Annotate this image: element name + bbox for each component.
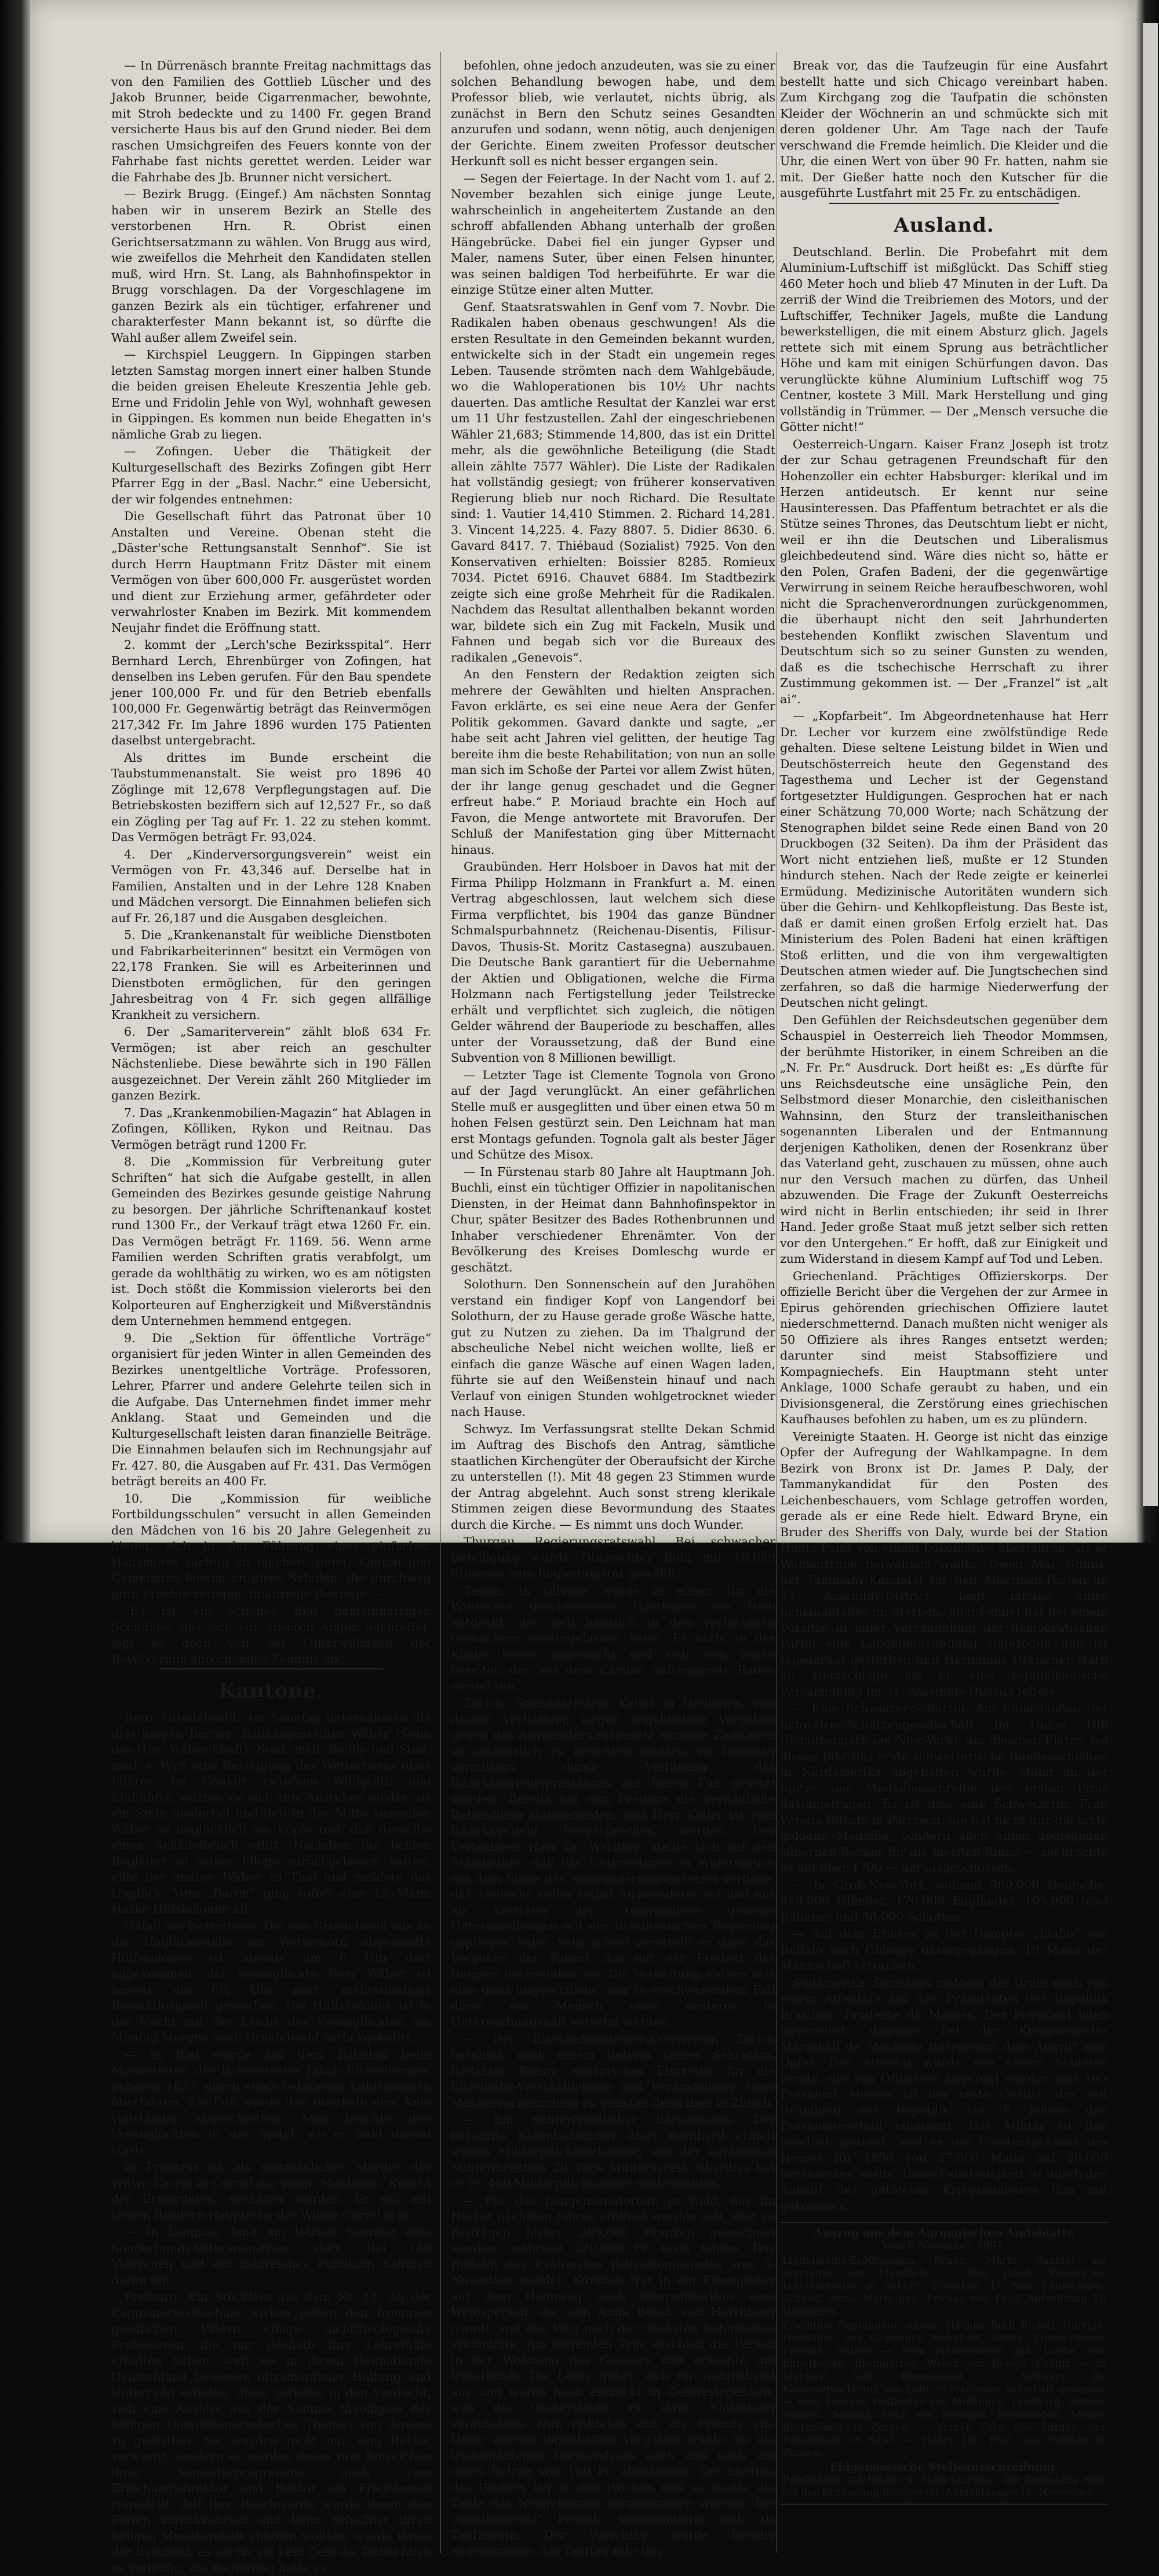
article-paragraph: — Für das Lungensanatorium in Wald, das im Herbst nächsten Jahres eröffnet werden soll, sind an Beiträgen bisher 289,000 Franken gezeichnet worden, während 220,000 Fr. noch fehlen. Das Bulletin des kantonalen Polizeikommandos vom 5. November meldet: Kürzlich trat in ein Eisengießer auf dem Heimweg nach Oberwinterthur eine Weibsperson, die sich Anna Büsch von Herrliberg nannte und den Weg nach der nächsten Bahnstation erkundigte. Am folgenden Tage erschien die Person in der Wohnung des Giessers und ersuchte um Unterkunft. Die Leute gaben sich für wohlhabend aus und waren hoch entzückt in Geldverlegenheit, was die Gießersleute zu ihrer Entlastung veranlaßten. Nun richteten sich die Fremde ein. Unter allerlei lügenhaften Vorgaben wußte sie die leichtgläubigen Giessersleute nach und nach um einen Betrag von 160 Fr. abzulocken. Die Ehefrau des Gießers lag in den Wochen und so mußte die Taufe des Neugebornen vorgenommen werden. Die „wohlhabende“ Fremde kommandierte sich als Taufzeugin. Der Vorschlag wurde freudig angenommen. Am Tauftag fuhr das xyxy=(451,2193,775,2558)
amtsblatt-date: Vom 6 November 1897. xyxy=(881,2239,1007,2252)
article-paragraph: „Es ist ein schönes Bild gemeinnützigen Schaffens, das sich vor unseren Augen ausbreitet, legt es doch von der Opferwilligkeit der Bevölkerung sprechendes Zeugnis ab.“ xyxy=(111,1604,431,1666)
article-paragraph: — Ein militärfeindlicher Börsenmann. Der bekannte Ratenlosbändler Alois Bernhard erhielt wegen Militärpflichtverletzung von der kantonalen Militärdirektion 20 Tage Militärarrest; überdies hat er Fr. 460 Militärpflichtsteuer nachzuzahlen. xyxy=(451,2113,775,2190)
article-paragraph: — Letzter Tage ist Clemente Tognola von Grono auf der Jagd verunglückt. An einer gefährlichen Stelle muß er ausgeglitten und über einen etwa 50 m hohen Felsen gestürzt sein. Den Leichnam hat man erst Montags gefunden. Tognola galt als bester Jäger und Schütze des Misox. xyxy=(451,1068,775,1161)
column-1-bottom xyxy=(111,1710,431,2576)
article-paragraph: Schwyz. Im Verfassungsrat stellte Dekan Schmid im Auftrag des Bischofs den Antrag, sämtliche staatlichen Kirchengüter der Oberaufsicht der Kirche zu unterstellen (!). Mit 48 gegen 23 Stimmen wurde der Antrag abgelehnt. Auch sonst streng klerikale Stimmen zeigen diese Bevormundung des Staates durch die Kirche. — Es nimmt uns doch Wunder. xyxy=(451,1422,775,1532)
article-paragraph: 8. Die „Kommission für Verbreitung guter Schriften“ hat sich die Aufgabe gestellt, in allen Gemeinden des Bezirkes gesunde geistige Nahrung zu besorgen. Der jährliche Schriftenankauf kostet rund 1300 Fr., der Verkauf trägt etwa 1260 Fr. ein. Das Vermögen beträgt Fr. 1169. 56. Wenn arme Familien werden Schriften gratis verabfolgt, um gerade da wohlthätig zu wirken, wo es am nötigsten ist. Doch stößt die Kommission vielerorts bei den Kolporteuren auf Engherzigkeit und Mißverständnis dem Unternehmen hemmend entgegen. xyxy=(111,1154,431,1328)
article-paragraph: — Der Eisenbahnarbeiter-Kreisverein Zürich beschloß nach einem Referat seines Sekretärs, Redaktor Bohny, energisches Eintreten für die Eisenbahn-Verstaatlichung und Veranstaltung einer Massenversammlung zu gunsten derselben in Zürich. xyxy=(451,2031,775,2110)
article-paragraph: 4. Der „Kinderversorgungsverein“ weist ein Vermögen von Fr. 43,346 auf. Derselbe hat in Familien, Anstalten und in der Lehre 128 Knaben und Mädchen versorgt. Die Einnahmen beliefen sich auf Fr. 26,187 und die Ausgaben desgleichen. xyxy=(111,847,431,925)
section-title-ausland: Ausland. xyxy=(894,213,994,237)
article-paragraph: Solothurn. Den Sonnenschein auf den Jurahöhen verstand ein findiger Kopf von Langendorf bei Solothurn, der zu Hause gerade große Wäsche hatte, gut zu Nutzen zu ziehen. Da im Thalgrund der abscheuliche Nebel nicht weichen wollte, ließ er einfach die ganze Wäsche auf einen Wagen laden, führte sie auf den Weißenstein hinauf und nach Verlauf von einigen Stunden wohlgetrocknet wieder nach Hause. xyxy=(451,1277,775,1419)
article-paragraph: Oesterreich-Ungarn. Kaiser Franz Joseph ist trotz der zur Schau getragenen Freundschaft für den Hohenzoller ein echter Habsburger: klerikal und im Herzen antideutsch. Er kennt nur seine Hausinteressen. Das Pfaffentum betrachtet er als die Stütze seines Thrones, das Deutschtum liebt er nicht, weil er ihn die Deutschen und Liberalismus gleichbedeutend sind. Wäre dies nicht so, hätte er den Polen, Grafen Badeni, der die gegenwärtige Verwirrung in seinem Reiche heraufbeschworen, wohl nicht die Sprachenverordnungen zurückgenommen, die überhaupt nicht den seit Jahrhunderten bestehenden Konflikt zwischen Slaventum und Deutschtum sich so zu seiner Gunsten zu wenden, daß es die tschechische Herrschaft zu ihrer Zustimmung gekommen ist. — Der „Franzel“ ist „alt ai“. xyxy=(780,437,1108,706)
article-paragraph: Liquidations-Eröffnungen. Brugg. Märki, Samuel als Ammanns von Mandach. — Ney, Jakob, Friedrichs, Fabrikarbeiter in Scherz. Eingaben 17 Nov. Laufenburg. Schmid, Anna Maria geb. Fricker von Frick Anfechtung 18 November. xyxy=(782,2255,1106,2318)
article-paragraph: 10. Die „Kommission für weibliche Fortbildungsschulen“ versucht in allen Gemeinden den Mädchen von 16 bis 20 Jahre Gelegenheit zu bieten, sich in der Führung eines einfachen Haushaltes tüchtig zu machen. Bund, Kanton und Gemeinden leisten an diese Schulen, die durchweg gute Früchte zeitigen, finanzielle Beiträge. — xyxy=(111,1491,431,1601)
article-paragraph: 5. Die „Krankenanstalt für weibliche Dienstboten und Fabrikarbeiterinnen“ besitzt ein Vermögen von 22,178 Franken. Sie will es Arbeiterinnen und Dienstboten ermöglichen, für den geringen Jahresbeitrag von 4 Fr. sich gegen allfällige Krankheit zu versichern. xyxy=(111,928,431,1022)
article-paragraph: — In Groß-New-York wohnen 900,000 Deutsche, 850,000 Irländer, 170,000 Engländer, 105,000 (ca.) Italiener und 50,000 Schotten. xyxy=(780,1877,1108,1924)
section-title-kantone: Kantone. xyxy=(218,1679,324,1702)
article-paragraph: — Eine Schweizer-Schützin. Am Endschießen der Schweizer-Schützengesellschaft im Union Hill (Schützenpark bei New-York), am gleichen Platze, wo dieses Jahr das erste schweizerische Bundesschießen in Nordamerika abgehalten wurde, stand an der Spitze der Medaillenschreibe des ersten Preis davongetragen. Es ist dies eine Schweizerin, Frau Verena Ritschi in Paterson. Sie hat nicht nur die erste goldene Medaille, sondern auch einen gediegenen silbernen Becher für die meisten Ringe — sie brachte es auf über 1700 — herausgeschossen. xyxy=(780,1701,1108,1875)
section-rule xyxy=(829,203,1059,204)
article-paragraph: Die Gesellschaft führt das Patronat über 10 Anstalten und Vereine. Obenan steht die „Däster'sche Rettungsanstalt Sennhof“. Sie ist durch Herrn Hauptmann Fritz Däster mit einem Vermögen von über 600,000 Fr. ausgerüstet worden und dient zur Erziehung armer, gefährdeter oder verwahrloster Knaben im Bezirk. Mit kommendem Neujahr findet die Eröffnung statt. xyxy=(111,509,431,635)
article-paragraph: — Segen der Feiertage. In der Nacht vom 1. auf 2. November bezahlen sich einige junge Leute, wahrscheinlich in angeheitertem Zustande an den schroff abfallenden Abhang unterhalb der großen Hängebrücke. Dabei fiel ein junger Gypser und Maler, namens Suter, über einen Felsen hinunter, was seinen baldigen Tod herbeiführte. Er war die einzige Stütze einer alten Mutter. xyxy=(451,171,775,297)
article-paragraph: Genf. Staatsratswahlen in Genf vom 7. Novbr. Die Radikalen haben obenaus geschwungen! Als die ersten Resultate in den Gemeinden bekannt wurden, entwickelte sich in der Stadt ein ungemein reges Leben. Tausende strömten nach dem Wahlgebäude, wo die Wahloperationen bis 10½ Uhr nachts dauerten. Das amtliche Resultat der Kanzlei war erst um 11 Uhr festzustellen. Zahl der eingeschriebenen Wähler 21,683; Stimmende 14,800, das ist ein Drittel mehr, als die gewöhnliche Beteiligung (die Stadt allein zählte 7577 Wähler). Die Liste der Radikalen hat vollständig gesiegt; von früherer konservativen Regierung blieb nur noch Richard. Die Resultate sind: 1. Vautier 14,410 Stimmen. 2. Richard 14,281. 3. Vincent 14,225. 4. Fazy 8807. 5. Didier 8630. 6. Gavard 8417. 7. Thiébaud (Sozialist) 7925. Von den Konservativen erhielten: Boissier 8285. Romieux 7034. Pictet 6916. Chauvet 6884. Im Stadtbezirk zeigte sich eine große Mehrheit für die Radikalen. Nachdem das Resultat allenthalben bekannt worden war, bildete sich ein Zug mit Fackeln, Musik und Fahnen und begab sich vor die Bureaux des radikalen „Genevois“. xyxy=(451,299,775,664)
article-paragraph: Deutschland. Berlin. Die Probefahrt mit dem Aluminium-Luftschiff ist mißglückt. Das Schiff stieg 460 Meter hoch und blieb 47 Minuten in der Luft. Da zerriß der Wind die Treibriemen des Motors, und der Luftschiffer, Techniker Jagels, mußte die Landung bewerkstelligen, die mit einem Absturz glich. Jagels rettete sich mit einem Sprung aus beträchtlicher Höhe und kam mit einigen Schürfungen davon. Das verunglückte kühne Aluminium Luftschiff wog 75 Centner, kostete 3 Mill. Mark Herstellung und ging vollständig in Trümmer. — Der „Mensch versuche die Götter nicht!“ xyxy=(780,244,1108,434)
article-paragraph: — Kirchspiel Leuggern. In Gippingen starben letzten Samstag morgen innert einer halben Stunde die beiden greisen Eheleute Kreszentia Jehle geb. Erne und Fridolin Jehle von Wyl, wohnhaft gewesen in Gippingen. Es kommen nun beide Ehegatten in's nämliche Grab zu liegen. xyxy=(111,348,431,441)
amtsblatt-title: Auszug aus dem Aargauischen Amtsblatte xyxy=(814,2227,1074,2239)
column-2-body xyxy=(451,58,775,2559)
column-3 xyxy=(780,58,1108,2553)
amtsblatt-box xyxy=(780,2222,1108,2505)
article-paragraph: — In Biel wurde auf dem Bahnhof beim Manövrieren der Bahnarbeiter Jakob Eichenberger, geboren 1827, durch einen beladenen Kohlenwagen überfahren. Ein Fuß wurde ihm oberhalb dem Knie vollständig abgeschnitten. Man brachte den Verunglückten in das Spital, wo er bald darauf starb. xyxy=(111,2047,431,2157)
article-paragraph: Bern. Grindelwald. Am Sonntag unternahmen die drei jungen Berner: Bankangestellter Wäber (Sohn des Hrn. Wäber-Lindt), Stud. med. Biehly und Stud. med. v. Wyß eine Besteigung des Wetterhorns ohne Führer. Im Couloir zwischen Wildgrätli und Klubhütte, setzten sie sich zum Ausruhen nieder, als ein Stein niederfiel und den in der Mitte sitzenden Wäber so unglücklich am Kopfe traf, daß derselbe einen Schädelbruch erlitt. Nachdem die beiden Begleiter zu seiner Pflege zurückgelassen hatten, eilte der andere Wäber zu Thal und meldete das Unglück. Vom „Bären“ ging sofort eine 12 Mann starke Hilfskolonne ab. xyxy=(111,1711,431,1916)
article-paragraph: In Pruntrut ist als mutmaßlicher Mörder der Witwe Carrel in Cornol der junge Montavon, Knecht der Ermordeten, verhaftet worden. Er soll mit seinen Brüdern Haupterbe der Witwe Carrel sein. xyxy=(111,2160,431,2222)
article-paragraph: Tessin. In Olivone wurde in einem für die Winterzeit geschlossenen Gasthause ein Dieb entdeckt, der sich häuslich in den verlassenen Gemächern niedergelassen hatte. Er hatte in der Küche Feuer angemacht und sich sein Essen bereitet; der aus dem Kamine aufsteigende Rauch verriet ihn. xyxy=(451,1583,775,1693)
article-paragraph: Briefträger und Packer in Stein (Aargau). Die Besoldung wird bei der Ernennung festgesetzt. Anmeldungen 16. November. xyxy=(782,2474,1106,2498)
article-paragraph: Freiburg. Ein Stücklein aus dem Nr. 13. An der Kapuzinerhochschule wirken neben den frommen geistlichen Vätern einige nichttheologische Professoren, die nur deshalb ihre Lehrstühle erhalten haben, weil sie in ihrem Heimatlande Deutschland bewiesen ultramontaner Haltung und Unterricht erteilen; diese gerieten in den Verdacht, sich eine Auslese aus der Summa theologiae des heiligen Dominikanermönches Thomas von Aquino zu gestatten. Sie wurden nicht nur vom Rektor verwarnt, sondern es wurden ihnen zum Einreichen ihrer Semesterprogramme auch vom Erziehungsdirektor und Rektor ein Fragebogen zugestellt. Auf ihre Beschwerde wurde ihnen den Ferien zurückkehrten und beim Schaffner ihren fälligen Monatsgehalt abholen wollten, wurde ihnen der Bescheid, es sei für sie kein Geld da. Dabei blieb es vorläufig, die Regierung hatte es xyxy=(111,2290,431,2575)
article-paragraph: befohlen, ohne jedoch anzudeuten, was sie zu einer solchen Behandlung bewogen habe, und dem Professor blieb, wie verlautet, nichts übrig, als zunächst in Bern den Schutz seines Gesandten anzurufen und sodann, wenn nötig, auch denjenigen der Gerichte. Einem zweiten Professor deutscher Herkunft soll es nicht besser ergangen sein. xyxy=(451,59,775,168)
article-paragraph: 7. Das „Krankenmobilien-Magazin“ hat Ablagen in Zofingen, Kölliken, Rykon und Reitnau. Das Vermögen beträgt rund 1200 Fr. xyxy=(111,1105,431,1152)
next-page-edge xyxy=(1136,0,1159,1543)
article-paragraph: 6. Der „Samariterverein“ zählt bloß 634 Fr. Vermögen; ist aber reich an geschulter Nächstenliebe. Diese bewährte sich in 190 Fällen ausgezeichnet. Der Verein zählt 260 Mitglieder im ganzen Bezirk. xyxy=(111,1025,431,1102)
column-1-top xyxy=(111,58,431,1667)
amtsblatt-body xyxy=(782,2255,1106,2460)
article-paragraph: 2. kommt der „Lerch'sche Bezirksspital“. Herr Bernhard Lerch, Ehrenbürger von Zofingen, hat denselben ins Leben gerufen. Für den Bau spendete jener 100,000 Fr. und für den Betrieb ebenfalls 100,000 Fr. Gegenwärtig beträgt das Reinvermögen 217,342 Fr. Im Jahre 1896 wurden 175 Patienten daselbst untergebracht. xyxy=(111,638,431,747)
article-paragraph: An den Fenstern der Redaktion zeigten sich mehrere der Gewählten und hielten Ansprachen. Favon erklärte, es sei eine neue Aera der Genfer Politik gekommen. Gavard dankte und sagte, „er habe seit acht Jahren viel gelitten, der heutige Tag bereite ihm die beste Rehabilitation; von nun an solle man sich im Schoße der Partei vor allem Zwist hüten, der ihr lange genug geschadet und die Gegner erfreut habe.“ P. Moriaud brachte ein Hoch auf Favon, die Menge antwortete mit Bravorufen. Der Schluß der Manifestation ging über Mitternacht hinaus. xyxy=(451,667,775,857)
article-paragraph: Fruchtlos Gepfändete. Aarau. Hächler-Roth Rudolf, Dürrigs, Posthalter, von Gränichen wohnhaft. Baden. Zimmermann, Fridolin, Hafner. — Frau Zimmermann geb. Laube, von Ennetbaden. Bremgarten. Weber von Boswil. Castor. — in Muntwyl, Gde. Birmenstorf. — Schwarz, Jb. Kartonagearbeiter, von Lahr, in Mellingen wohnhaft gewesen. — Frey Edmund Posthalter von Mellingen. Lenzburg. Berner, Samuel. Samuel, Sohn von Seengen. Rheinfelden. Meinle Bartholomä, in Zuzgen. — Vernet, Otto, von Zuzgen, der Polizeimann in Basel. — Häfler, Joh. Paul, von Hellikon in Zuzgen. xyxy=(782,2320,1106,2459)
article-paragraph: 9. Die „Sektion für öffentliche Vorträge“ organisiert für jeden Winter in allen Gemeinden des Bezirkes unentgeltliche Vorträge. Professoren, Lehrer, Pfarrer und andere Gelehrte teilen sich in die Aufgabe. Das Unternehmen findet immer mehr Anklang. Staat und Gemeinden und die Kulturgesellschaft leisten daran finanzielle Beiträge. Die Einnahmen belaufen sich im Rechnungsjahr auf Fr. 427. 80, die Ausgaben auf Fr. 431. Das Vermögen beträgt bereits an 400 Fr. xyxy=(111,1331,431,1488)
article-paragraph: — Zofingen. Ueber die Thätigkeit der Kulturgesellschaft des Bezirks Zofingen gibt Herr Pfarrer Egg in der „Basl. Nachr.“ eine Uebersicht, der wir folgendes entnehmen: xyxy=(111,444,431,506)
article-paragraph: — Bezirk Brugg. (Eingef.) Am nächsten Sonntag haben wir in unserem Bezirk an Stelle des verstorbenen Hrn. R. Obrist einen Gerichtsersatzmann zu wählen. Von Brugg aus wird, wie zweifellos die Mehrheit den Kandidaten stellen muß, wird Hrn. St. Lang, als Bahnhofinspektor in Brugg vorschlagen. Da der Vorgeschlagene im ganzen Bezirk als ein tüchtiger, erfahrener und charakterfester Mann bekannt ist, so dürfte die Wahl außer allem Zweifel sein. xyxy=(111,187,431,345)
stelle-body xyxy=(782,2473,1106,2499)
article-paragraph: Griechenland. Prächtiges Offizierskorps. Der offizielle Bericht über die Vergehen der zur Armee in Epirus gehörenden griechischen Offiziere lautet niederschmetternd. Danach mußten nicht weniger als 50 Offiziere als ihres Ranges entsetzt werden; darunter sind meist Stabsoffiziere und Kompagniechefs. Ein Hauptmann steht unter Anklage, 1000 Schafe geraubt zu haben, und ein Divisionsgeneral, die Zerstörung eines griechischen Kaufhauses befohlen zu haben, um es zu plündern. xyxy=(780,1269,1108,1426)
article-paragraph: Break vor, das die Taufzeugin für eine Ausfahrt bestellt hatte und sich Chicago vereinbart haben. Zum Kirchgang zog die Taufpatin die schönsten Kleider der Wöchnerin an und schmückte sich mit deren goldener Uhr. Am Tage nach der Taufe verschwand die Fremde heimlich. Die Kleider und die Uhr, die einen Wert von über 90 Fr. hatten, nahm sie mit. Der Gießer hatte noch den Kutscher für die ausgeführte Lustfahrt mit 25 Fr. zu entschädigen. xyxy=(780,59,1108,200)
article-paragraph: Südamerika. Samstags meldete der Draht noch von einem Attentate auf den Präsidenten der Republik Brasilien, Prudente de Moraes. Der Präsident blieb unversehrt; dagegen fiel der Kriegsminister Marschall de Machado Bittencourt dem Angriff zum Opfer. Das Attentat wurde von einem Soldaten verübt, der von Offizieren angeregt worden war. Der Präsident Moraes ist der erste Civilist, der seit Gründung der Republik vor 8 Jahren den Präsidentenstuhl einnimmt. Das Militär ist ihm feindlich gesinnt, weil er die Friedenspräsenz des Heeres für 1898 von 27,000 Mann auf 20,000 herabsetzen wollte. Diese Feindseligkeit ist durch den Ankauf des getöteten Kriegsministers ihm mit gekommen. xyxy=(780,1975,1108,2213)
article-paragraph: — In Langnau fand am letzten Sonntag eine Sonderbunds-Veteranen-Feier statt. Bei 150 Veteranen und ein zahlreiches Publikum nahmen daran teil. xyxy=(111,2225,431,2287)
article-paragraph: — In Dürrenäsch brannte Freitag nachmittags das von den Familien des Gottlieb Lüscher und des Jakob Brunner, beide Cigarrenmacher, bewohnte, mit Stroh bedeckte und zu 1400 Fr. gegen Brand versicherte Haus bis auf den Grund nieder. Bei dem raschen Umsichgreifen des Feuers konnte von der Fahrhabe fast nichts gerettet werden. Leider war die Fahrhabe des Jb. Brunner nicht versichert. xyxy=(111,59,431,184)
article-paragraph: — „Kopfarbeit“. Im Abgeordnetenhause hat Herr Dr. Lecher vor kurzem eine zwölfstündige Rede gehalten. Diese seltene Leistung bildet in Wien und Deutschösterreich heute den Gegenstand des Tagesthema und Lecher ist der Gegenstand fortgesetzter Huldigungen. Gesprochen hat er nach einer Schätzung 70,000 Worte; nach Schätzung der Stenographen bildet seine Rede einen Band von 20 Druckbogen (32 Seiten). Da ihm der Präsident das Wort nicht entziehen ließ, mußte er 12 Stunden hindurch stehen. Nach der Rede zeigte er keinerlei Ermüdung. Medizinische Autoritäten wundern sich über die Gehirn- und Kehlkopfleistung. Das Beste ist, daß er damit einen großen Erfolg erzielt hat. Das Ministerium des Polen Badeni hat einen kräftigen Stoß erlitten, und die von ihm vergewaltigten Deutschen atmen wieder auf. Die Jungtschechen sind zerfahren, so daß die harmige Niederwerfung der Deutschen nicht gelingt. xyxy=(780,709,1108,1010)
article-paragraph: Zürich. Sekundarlehrer Keller in Hedingen, von dessen Verhaftung wegen angeblichem Vergehen gegen das Auswanderungsgesetz einzelne Zeitungen so ausführlich zu berichten wußten, ist Dienstag vormittags durch Verfügung des Bezirksgerichtspräsidiums auf freien Fuß gesetzt worden. Bereits hat nun Freitags die gerichtliche Behandlung stattgefunden, und Herr Keller ist vom Bezirksgericht freigesprochen worden. Der Verteidiger, Herr Dr. Weisflog, stellte sich auf den Standpunkt, daß das Unternehmen in Widerspruch mit dem Sinne des Auswanderungsgesetzes vorliege, daß vielmehr Keller selbst Auswanderer sei und nur als Vertreter der Auswanderer gewisse Unterhandlungen mit der brasilianischen Regierung gepflogen habe. Sehr scharf verurteilt er dann das Vorgehen der Polizei, das mit der Freiheit des Bürgers unvereinbar sei. Die Verhaftung Kellers war eine ganz ungesetzliche; nur in erschwerendem Fall dürfe ein Mensch ohne weiteres in Untersuchungshaft versetzt werden. xyxy=(451,1696,775,2029)
column-3-top xyxy=(780,58,1108,202)
binding-spine xyxy=(0,0,30,1543)
column-rule-1 xyxy=(440,52,441,2553)
next-page-strip xyxy=(1143,23,1158,1506)
section-rule xyxy=(159,1668,383,1669)
article-paragraph: Unfall am Wetterhorn. Die von Grindelwald aus an die Unglücksstelle am Wetterhorn abgesandte Hülfskolonne ist abends um 6 Uhr dort angekommen; der verunglückte Herr Wäber ist bereits um 6½ Uhr nach mehrstündiger Bewußtlosigkeit gestorben. Die Hülfskolonne ist in der Nacht mit der Leiche des Verunglückten am Montag Morgen nach Grindelwald zurückgekehrt. xyxy=(111,1919,431,2044)
article-paragraph: — In Fürstenau starb 80 Jahre alt Hauptmann Joh. Buchli, einst ein tüchtiger Offizier in napolitanischen Diensten, in der Heimat dann Bahnhofinspektor in Chur, später Besitzer des Bades Rothenbrunnen und Inhaber verschiedener Ehrenämter. Von der Bevölkerung des Kreises Domleschg wurde er geschätzt. xyxy=(451,1164,775,1274)
column-1 xyxy=(111,58,431,2575)
article-paragraph: Thurgau. Regierungsratswahl. Bei schwacher Beteiligung wurde Oberrichter Böhi mit 16,089 Stimmen zum Regierungsrat gewählt. xyxy=(451,1534,775,1580)
article-paragraph: Graubünden. Herr Holsboer in Davos hat mit der Firma Philipp Holzmann in Frankfurt a. M. einen Vertrag abgeschlossen, laut welchem sich diese Firma verpflichtet, bis 1904 das ganze Bündner Schmalspurbahnnetz (Reichenau-Disentis, Filisur-Davos, Thusis-St. Moritz Castasegna) auszubauen. Die Deutsche Bank garantiert für die Uebernahme der Aktien und Obligationen, welche die Firma Holzmann nach Fertigstellung jeder Teilstrecke erhält und verpflichtet sich zugleich, die nötigen Gelder während der Bauperiode zu beschaffen, alles unter der Voraussetzung, daß der Bund eine Subvention von 8 Millionen bewilligt. xyxy=(451,860,775,1065)
article-paragraph: Als drittes im Bunde erscheint die Taubstummenanstalt. Sie weist pro 1896 40 Zöglinge mit 12,678 Verpflegungstagen auf. Die Betriebskosten beziffern sich auf 12,527 Fr., so daß ein Zögling per Tag auf Fr. 1. 22 zu stehen kommt. Das Vermögen beträgt Fr. 93,024. xyxy=(111,750,431,844)
article-paragraph: Vereinigte Staaten. H. George ist nicht das einzige Opfer der Aufregung der Wahlkampagne. In dem Bezirk von Bronx ist Dr. James P. Daly, der Tammanykandidat für den Posten des Leichenbeschauers, vom Schlage getroffen worden, gerade als er eine Rede hielt. Edward Bryne, ein Bruder des Sheriffs von Daly, wurde bei der Station Hunts Point von einem Lokomotive überfahren, als er Wahlaufzüge beiwohnen wollte. Owen Mac Ginnis, der Tammany-Kandidat für den Aldermen-Posten im 33. Assembly-District, liegt infolge eines Schlaganfalles im Sterben. John Fennel hat bei einem Vorsitze in einer Versammlung der demokratischen Partei eine Lungenentzündung zugezogen und ist tagsdarauf gestorben und Herminius Dreischer starb an Herzschlage als er eine republikanische Versammlung im 34. Assembly-District leitete. xyxy=(780,1429,1108,1698)
column-3-middle xyxy=(780,244,1108,2215)
column-2 xyxy=(451,58,775,2558)
article-paragraph: Den Gefühlen der Reichsdeutschen gegenüber dem Schauspiel in Oesterreich lieh Theodor Mommsen, der berühmte Historiker, in einem Schreiben an die „N. Fr. Pr.“ Ausdruck. Dort heißt es: „Es dürfte für uns Reichsdeutsche eine unsägliche Pein, den Selbstmord dieser Monarchie, den cisleithanischen Wahnsinn, den Sturz der transleithanischen sogenannten Liberalen und der Entmannung derjenigen Katholiken, denen der Rosenkranz über das Vaterland geht, zuschauen zu müssen, ohne auch nur den Versuch machen zu dürfen, das Unheil abzuwenden. Die Frage der Zukunft Oesterreichs wird nicht in Berlin entschieden; ihr seid in Ihrer Hand. Jeder große Staat muß jetzt selber sich retten vor den Untergehen.“ Er hofft, daß zur Einigkeit und zum Widerstand in diesem Kampf auf Tod und Leben. xyxy=(780,1013,1108,1266)
article-paragraph: — Auf dem Eriesee ist der Dampfer „Idaho“ von Buffalo nach Chicago untergegangen. 19 Mann der Mannschaft ertranken. xyxy=(780,1927,1108,1972)
stelle-title: Eidgenössische Stelleausschreibung. xyxy=(829,2461,1059,2473)
